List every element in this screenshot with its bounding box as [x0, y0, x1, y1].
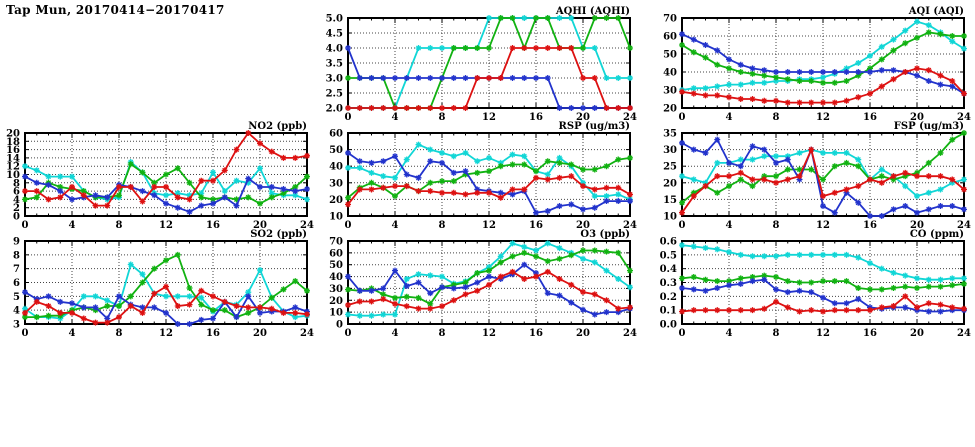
svg-text:18: 18 — [6, 136, 20, 148]
svg-text:10: 10 — [663, 211, 677, 223]
svg-text:24: 24 — [957, 112, 971, 123]
so2-title: SO2 (ppb) — [250, 229, 307, 240]
svg-text:8: 8 — [772, 220, 780, 231]
svg-text:20: 20 — [910, 328, 924, 339]
svg-text:24: 24 — [623, 328, 637, 339]
svg-text:24: 24 — [300, 220, 314, 231]
svg-text:4: 4 — [391, 220, 399, 231]
svg-text:12: 12 — [816, 112, 830, 123]
svg-text:8: 8 — [115, 328, 123, 339]
svg-text:6: 6 — [13, 186, 20, 198]
svg-text:6: 6 — [13, 278, 20, 289]
svg-text:8: 8 — [438, 220, 446, 231]
chart-so2 — [0, 225, 337, 342]
svg-text:9: 9 — [13, 236, 20, 248]
svg-text:16: 16 — [6, 145, 20, 157]
svg-text:10: 10 — [6, 170, 20, 181]
no2-title: NO2 (ppb) — [248, 121, 307, 132]
svg-text:12: 12 — [482, 112, 496, 123]
so2-plot — [0, 225, 337, 342]
svg-text:0: 0 — [13, 211, 20, 223]
svg-text:8: 8 — [13, 178, 20, 190]
aqhi-plot — [320, 2, 660, 126]
co-title: CO (ppm) — [909, 229, 964, 240]
svg-text:4: 4 — [68, 220, 76, 231]
svg-text:4.5: 4.5 — [325, 28, 343, 40]
svg-text:4: 4 — [725, 328, 733, 339]
aqi-title: AQI (AQI) — [908, 6, 964, 17]
svg-text:16: 16 — [529, 220, 543, 231]
svg-text:2.5: 2.5 — [325, 88, 343, 100]
svg-text:16: 16 — [206, 220, 220, 231]
svg-text:8: 8 — [438, 112, 446, 123]
svg-text:0.6: 0.6 — [659, 236, 677, 248]
svg-text:12: 12 — [816, 220, 830, 231]
svg-text:16: 16 — [529, 328, 543, 339]
svg-text:5.0: 5.0 — [325, 13, 343, 25]
svg-text:20: 20 — [910, 112, 924, 123]
svg-text:0.3: 0.3 — [659, 278, 677, 289]
svg-text:60: 60 — [329, 128, 343, 140]
svg-text:40: 40 — [329, 272, 343, 284]
svg-text:0: 0 — [344, 112, 352, 123]
svg-text:4: 4 — [725, 112, 733, 123]
svg-text:12: 12 — [6, 161, 20, 173]
svg-text:0.0: 0.0 — [659, 319, 677, 331]
svg-text:4: 4 — [725, 220, 733, 231]
aqi-plot — [654, 2, 975, 126]
aqhi-title: AQHI (AQHI) — [555, 6, 630, 17]
rsp-plot — [320, 117, 660, 234]
svg-text:12: 12 — [159, 220, 173, 231]
chart-fsp — [654, 117, 975, 234]
svg-text:3: 3 — [13, 319, 20, 331]
o3-title: O3 (ppb) — [580, 229, 630, 240]
svg-text:60: 60 — [663, 31, 677, 43]
fsp-title: FSP (ug/m3) — [893, 121, 964, 132]
rsp-title: RSP (ug/m3) — [558, 121, 630, 132]
svg-text:0.1: 0.1 — [659, 305, 677, 317]
o3-plot — [320, 225, 660, 342]
svg-text:16: 16 — [863, 220, 877, 231]
svg-text:30: 30 — [329, 283, 343, 295]
svg-text:40: 40 — [663, 67, 677, 79]
svg-text:0: 0 — [344, 328, 352, 339]
svg-text:0.4: 0.4 — [659, 264, 677, 276]
svg-text:24: 24 — [957, 328, 971, 339]
svg-text:20: 20 — [253, 328, 267, 339]
svg-text:2: 2 — [13, 203, 20, 215]
svg-text:12: 12 — [816, 328, 830, 339]
svg-text:24: 24 — [957, 220, 971, 231]
svg-text:35: 35 — [663, 128, 677, 140]
svg-text:8: 8 — [13, 250, 20, 262]
chart-aqhi — [320, 2, 660, 126]
svg-text:20: 20 — [910, 220, 924, 231]
chart-o3 — [320, 225, 660, 342]
svg-text:8: 8 — [438, 328, 446, 339]
svg-text:0: 0 — [21, 220, 29, 231]
svg-text:10: 10 — [329, 307, 343, 319]
svg-text:14: 14 — [6, 153, 20, 165]
chart-no2 — [0, 117, 337, 234]
svg-text:8: 8 — [772, 328, 780, 339]
svg-text:2.0: 2.0 — [325, 103, 343, 115]
svg-text:16: 16 — [863, 112, 877, 123]
svg-text:60: 60 — [329, 248, 343, 260]
svg-text:0.2: 0.2 — [659, 291, 677, 303]
svg-text:7: 7 — [13, 264, 20, 276]
svg-text:50: 50 — [663, 49, 677, 61]
svg-text:20: 20 — [329, 295, 343, 307]
svg-text:30: 30 — [329, 178, 343, 190]
svg-text:20: 20 — [663, 103, 677, 115]
svg-text:10: 10 — [329, 211, 343, 223]
svg-text:8: 8 — [772, 112, 780, 123]
svg-text:24: 24 — [300, 328, 314, 339]
svg-text:0: 0 — [678, 220, 686, 231]
svg-text:3.5: 3.5 — [325, 58, 343, 70]
svg-text:4.0: 4.0 — [325, 43, 343, 55]
svg-text:20: 20 — [576, 220, 590, 231]
svg-text:12: 12 — [159, 328, 173, 339]
svg-text:16: 16 — [529, 112, 543, 123]
svg-text:30: 30 — [663, 85, 677, 97]
svg-text:4: 4 — [13, 194, 20, 206]
svg-text:0: 0 — [21, 328, 29, 339]
svg-text:20: 20 — [663, 178, 677, 190]
svg-text:0: 0 — [344, 220, 352, 231]
no2-plot — [0, 117, 337, 234]
svg-text:15: 15 — [663, 194, 677, 206]
svg-text:8: 8 — [115, 220, 123, 231]
page-title: Tap Mun, 20170414−20170417 — [6, 3, 225, 17]
svg-text:70: 70 — [663, 13, 677, 25]
chart-co — [654, 225, 975, 342]
svg-text:4: 4 — [391, 112, 399, 123]
svg-text:20: 20 — [576, 328, 590, 339]
svg-text:4: 4 — [68, 328, 76, 339]
co-plot — [654, 225, 975, 342]
svg-text:20: 20 — [253, 220, 267, 231]
svg-text:24: 24 — [623, 112, 637, 123]
svg-text:50: 50 — [329, 145, 343, 157]
svg-text:0: 0 — [678, 112, 686, 123]
svg-text:5: 5 — [13, 291, 20, 303]
svg-text:30: 30 — [663, 145, 677, 157]
svg-text:24: 24 — [623, 220, 637, 231]
svg-text:12: 12 — [482, 328, 496, 339]
svg-text:20: 20 — [329, 194, 343, 206]
svg-text:12: 12 — [482, 220, 496, 231]
svg-text:20: 20 — [576, 112, 590, 123]
chart-aqi — [654, 2, 975, 126]
svg-text:40: 40 — [329, 161, 343, 173]
chart-rsp — [320, 117, 660, 234]
svg-text:25: 25 — [663, 161, 677, 173]
svg-text:3.0: 3.0 — [325, 73, 343, 85]
svg-text:4: 4 — [13, 305, 20, 317]
svg-text:16: 16 — [863, 328, 877, 339]
fsp-plot — [654, 117, 975, 234]
svg-text:70: 70 — [329, 236, 343, 248]
svg-text:20: 20 — [6, 128, 20, 140]
svg-text:0: 0 — [678, 328, 686, 339]
svg-text:4: 4 — [391, 328, 399, 339]
svg-text:16: 16 — [206, 328, 220, 339]
svg-text:50: 50 — [329, 260, 343, 272]
svg-text:0.5: 0.5 — [659, 250, 677, 262]
svg-text:0: 0 — [336, 319, 343, 331]
